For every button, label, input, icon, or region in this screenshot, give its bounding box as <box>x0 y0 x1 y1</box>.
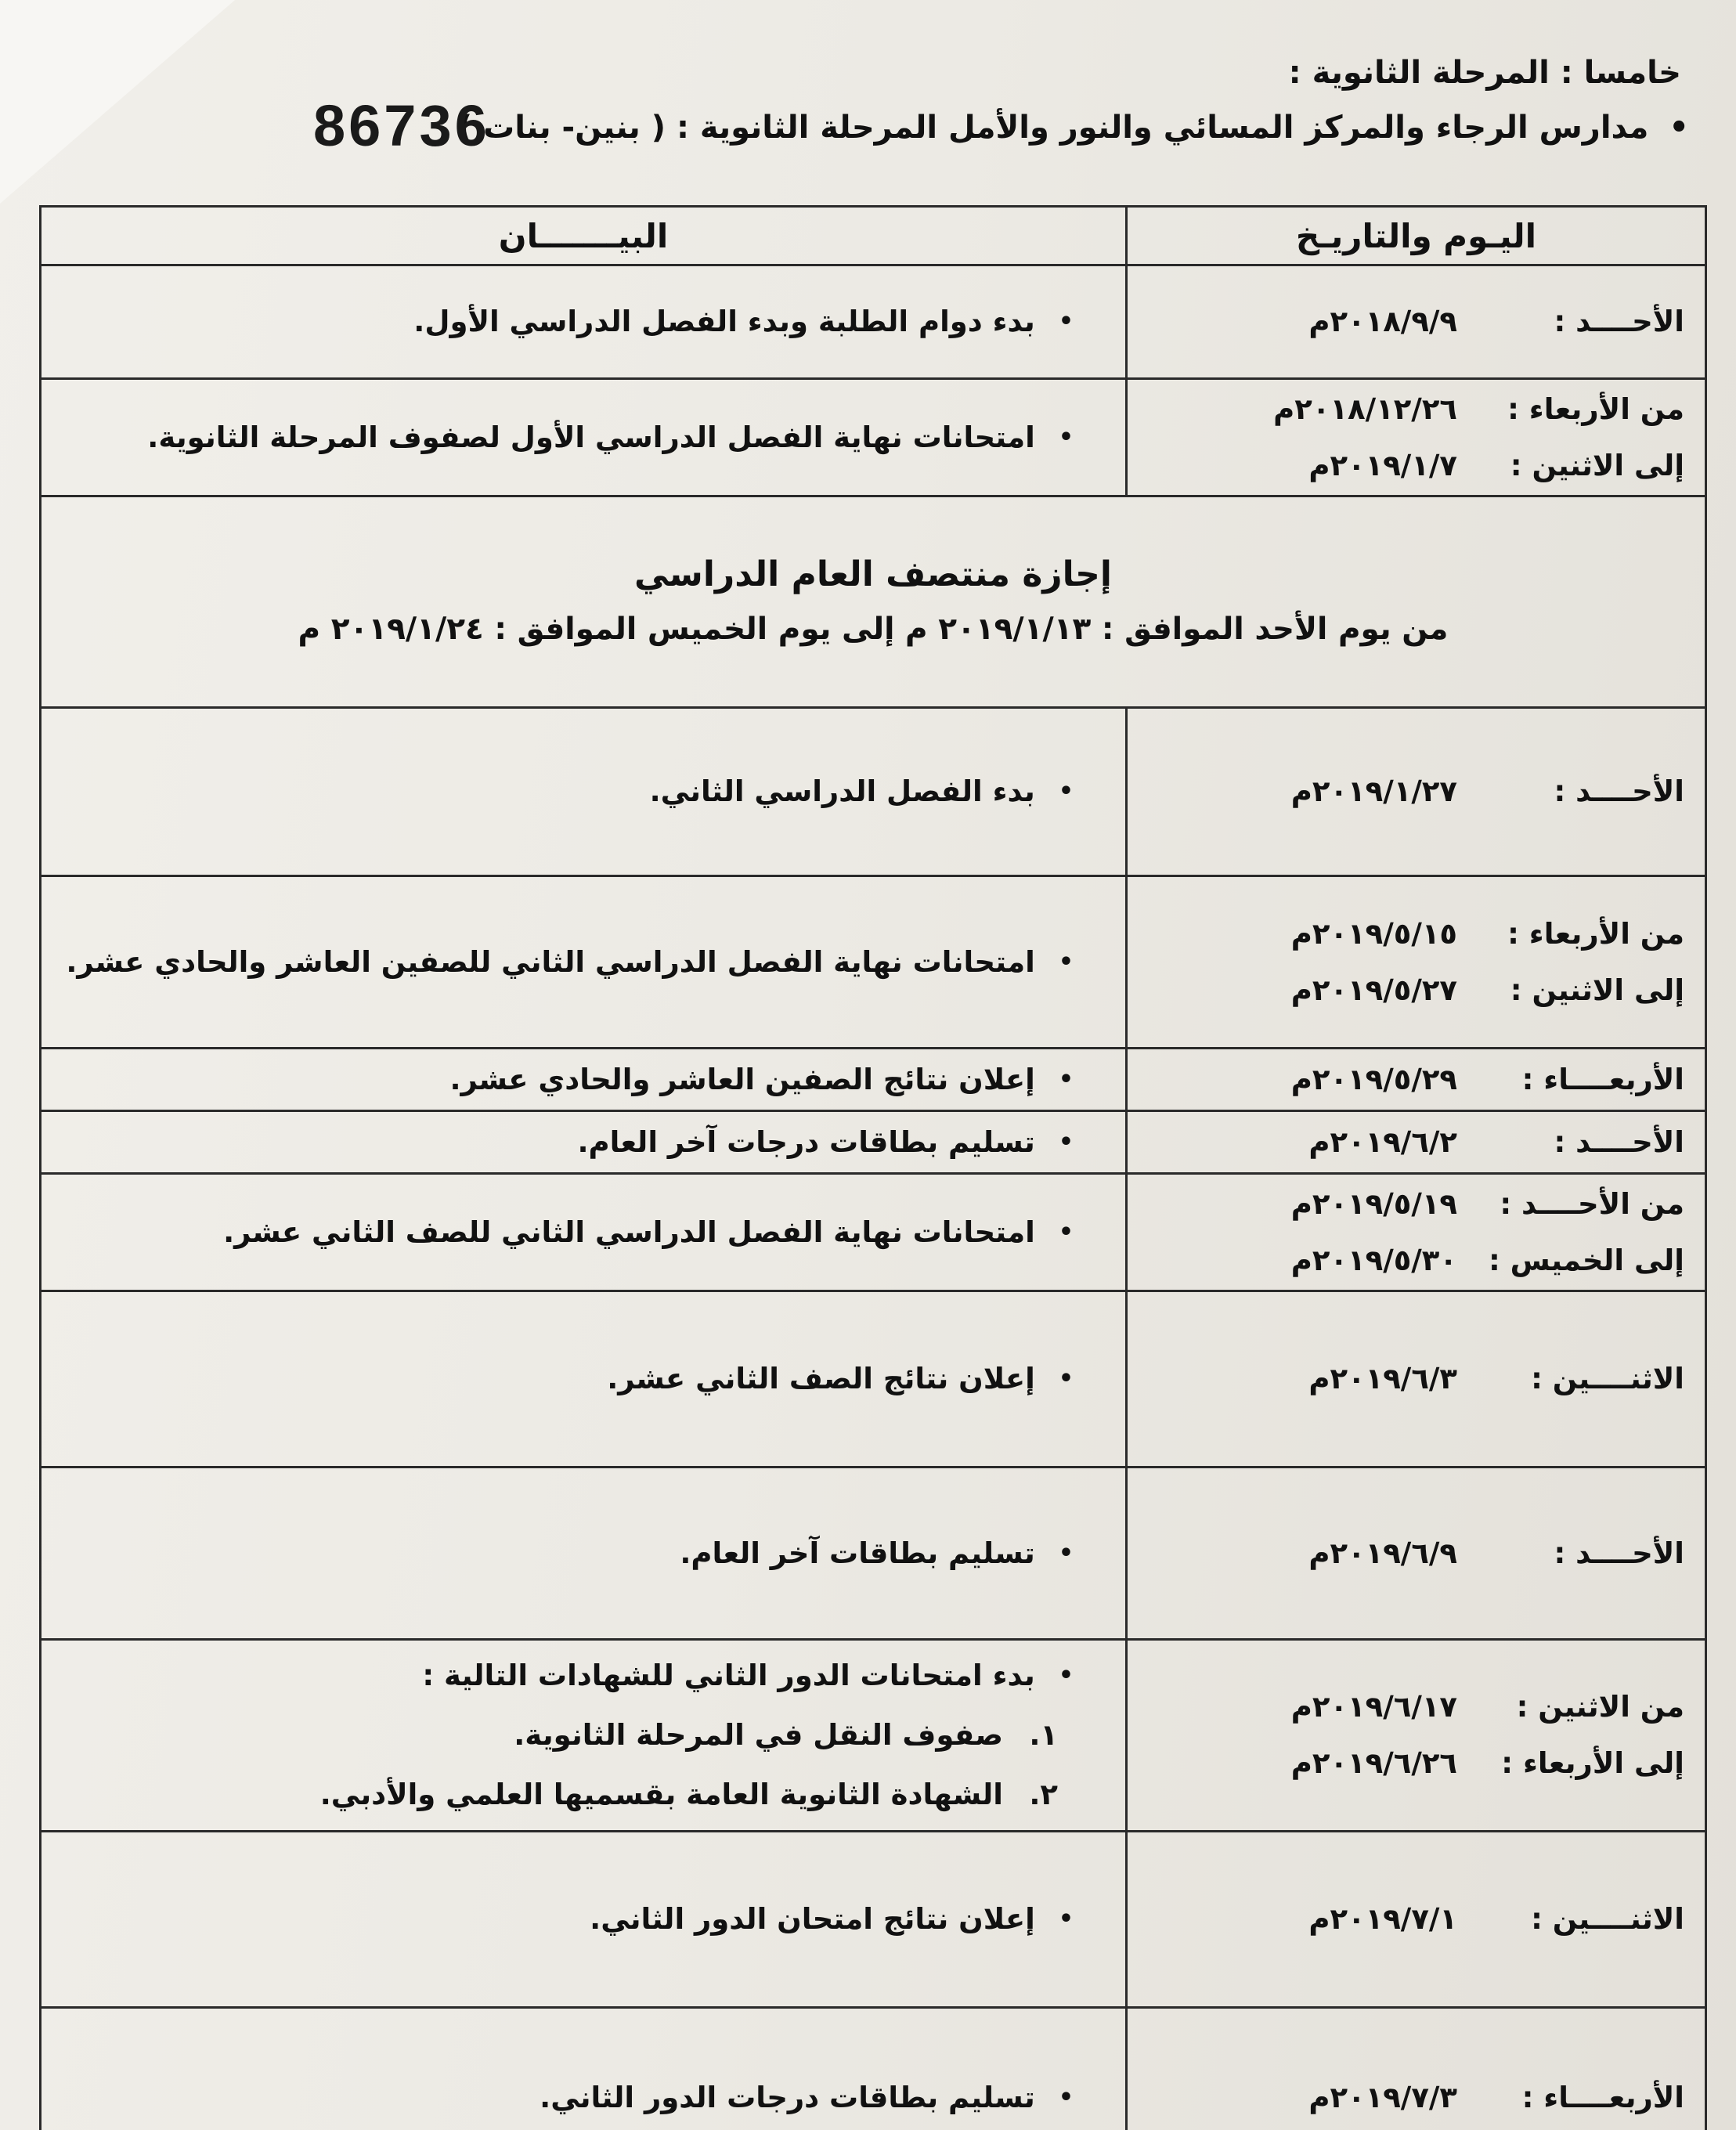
table-row <box>41 1111 1706 1174</box>
bullet-dot: • <box>1058 308 1074 335</box>
day-label: الأحــــد : <box>1554 1125 1684 1159</box>
holiday-title: إجازة منتصف العام الدراسي <box>634 554 1112 594</box>
table-header-row <box>41 207 1706 265</box>
table-row <box>41 379 1706 496</box>
date-value: ٢٠١٩/٦/١٧م <box>1290 1690 1457 1724</box>
bullet-dot: • <box>1058 1905 1074 1933</box>
list-item <box>62 1765 1058 1825</box>
certificate-list <box>62 1706 1105 1825</box>
description-text: إعلان نتائج الصف الثاني عشر. <box>607 1362 1035 1395</box>
list-number: ٢. <box>1029 1778 1058 1811</box>
day-label: من الأربعاء : <box>1507 916 1684 951</box>
date-cell <box>1127 1111 1706 1174</box>
list-item <box>62 1706 1058 1765</box>
description-cell <box>41 265 1127 379</box>
description-cell <box>41 1049 1127 1111</box>
date-value: ٢٠١٩/٦/٩م <box>1308 1536 1457 1570</box>
date-value: ٢٠١٩/١/٢٧م <box>1290 774 1457 808</box>
table-row <box>41 708 1706 876</box>
date-cell <box>1127 876 1706 1049</box>
list-number: ١. <box>1029 1718 1058 1752</box>
bullet-dot: • <box>1058 2083 1074 2111</box>
table-row <box>41 1640 1706 1832</box>
description-text: بدء امتحانات الدور الثاني للشهادات التالية : <box>422 1659 1035 1692</box>
day-label: إلى الاثنين : <box>1510 973 1684 1007</box>
bullet-dot: • <box>1058 423 1074 451</box>
date-cell <box>1127 1468 1706 1640</box>
date-value: ٢٠١٩/٥/٣٠م <box>1290 1243 1457 1277</box>
description-text: امتحانات نهاية الفصل الدراسي الثاني للصفين العاشر والحادي عشر. <box>66 944 1035 979</box>
bullet-dot: • <box>1058 1128 1074 1156</box>
day-label: إلى الخميس : <box>1488 1243 1684 1277</box>
date-value: ٢٠١٩/٥/١٥م <box>1290 916 1457 951</box>
list-text: صفوف النقل في المرحلة الثانوية. <box>514 1718 1003 1752</box>
date-value: ٢٠١٩/١/٧م <box>1308 448 1457 482</box>
date-value: ٢٠١٩/٦/٢م <box>1308 1125 1457 1159</box>
description-text: بدء الفصل الدراسي الثاني. <box>649 774 1035 808</box>
bullet-dot: • <box>1058 1218 1074 1246</box>
day-label: الأربعــــاء : <box>1521 2080 1684 2114</box>
bullet-dot: • <box>1058 1662 1074 1689</box>
date-value: ٢٠١٩/٦/٢٦م <box>1290 1746 1457 1780</box>
day-label: إلى الأربعاء : <box>1501 1746 1684 1780</box>
description-cell <box>41 1111 1127 1174</box>
description-text: إعلان نتائج امتحان الدور الثاني. <box>590 1902 1035 1936</box>
date-cell <box>1127 1832 1706 2008</box>
description-cell <box>41 876 1127 1049</box>
document-number: 86736 <box>313 93 490 158</box>
table-row <box>41 265 1706 379</box>
header-date: اليـوم والتاريـخ <box>1127 207 1706 265</box>
bullet-dot: • <box>1669 110 1689 146</box>
day-label: الأحــــد : <box>1554 1536 1684 1570</box>
description-text: إعلان نتائج الصفين العاشر والحادي عشر. <box>449 1062 1035 1096</box>
section-heading: خامسا : المرحلة الثانوية : <box>1288 55 1681 91</box>
description-cell <box>41 1468 1127 1640</box>
day-label: الأحــــد : <box>1554 305 1684 338</box>
description-cell <box>41 708 1127 876</box>
table-row <box>41 876 1706 1049</box>
date-value: ٢٠١٩/٦/٣م <box>1308 1362 1457 1395</box>
date-cell <box>1127 379 1706 496</box>
bullet-dot: • <box>1058 1365 1074 1392</box>
day-label: الاثنــــين : <box>1531 1362 1684 1395</box>
table-row <box>41 2008 1706 2130</box>
description-text: امتحانات نهاية الفصل الدراسي الأول لصفوف المرحلة الثانوية. <box>147 420 1035 454</box>
date-value: ٢٠١٨/٩/٩م <box>1308 305 1457 338</box>
table-row <box>41 1832 1706 2008</box>
description-cell <box>41 1291 1127 1468</box>
page-corner-fold <box>0 0 235 204</box>
description-cell <box>41 1174 1127 1291</box>
date-cell <box>1127 1291 1706 1468</box>
holiday-cell <box>41 496 1706 708</box>
description-text: بدء دوام الطلبة وبدء الفصل الدراسي الأول. <box>413 305 1035 338</box>
day-label: من الأحــــد : <box>1500 1186 1684 1221</box>
description-cell <box>41 2008 1127 2130</box>
schedule-table <box>39 205 1707 2130</box>
description-text: امتحانات نهاية الفصل الدراسي الثاني للصف الثاني عشر. <box>223 1215 1035 1249</box>
bullet-dot: • <box>1058 1065 1074 1093</box>
schools-line <box>458 110 1689 146</box>
date-value: ٢٠١٩/٥/٢٧م <box>1290 973 1457 1007</box>
list-text: الشهادة الثانوية العامة بقسميها العلمي والأدبي. <box>319 1778 1003 1811</box>
date-cell <box>1127 1640 1706 1832</box>
date-value: ٢٠١٩/٧/٣م <box>1308 2080 1457 2114</box>
holiday-range: من يوم الأحد الموافق : ٢٠١٩/١/١٣ م إلى يوم الخميس الموافق : ٢٠١٩/١/٢٤ م <box>298 611 1449 647</box>
date-cell <box>1127 2008 1706 2130</box>
table-row <box>41 1468 1706 1640</box>
description-cell <box>41 379 1127 496</box>
bullet-dot: • <box>1058 948 1074 976</box>
date-cell <box>1127 265 1706 379</box>
date-cell <box>1127 708 1706 876</box>
description-text: تسليم بطاقات آخر العام. <box>680 1536 1035 1570</box>
day-label: إلى الاثنين : <box>1510 448 1684 482</box>
table-row <box>41 1291 1706 1468</box>
description-cell <box>41 1640 1127 1832</box>
bullet-dot: • <box>1058 778 1074 805</box>
day-label: الأحــــد : <box>1554 774 1684 808</box>
date-cell <box>1127 1174 1706 1291</box>
date-value: ٢٠١٩/٧/١م <box>1308 1902 1457 1936</box>
header-description: البيـــــــان <box>41 207 1127 265</box>
day-label: من الأربعاء : <box>1507 392 1684 426</box>
date-cell <box>1127 1049 1706 1111</box>
holiday-row <box>41 496 1706 708</box>
description-cell <box>41 1832 1127 2008</box>
day-label: الاثنــــين : <box>1531 1902 1684 1936</box>
date-value: ٢٠١٩/٥/٢٩م <box>1290 1062 1457 1096</box>
date-value: ٢٠١٩/٥/١٩م <box>1290 1186 1457 1221</box>
bullet-dot: • <box>1058 1539 1074 1567</box>
schools-line-text: مدارس الرجاء والمركز المسائي والنور والأمل المرحلة الثانوية : ( بنين- بنات ) <box>457 110 1649 146</box>
description-text: تسليم بطاقات درجات آخر العام. <box>577 1125 1035 1159</box>
day-label: من الاثنين : <box>1516 1690 1684 1724</box>
date-value: ٢٠١٨/١٢/٢٦م <box>1273 392 1457 426</box>
table-row <box>41 1174 1706 1291</box>
day-label: الأربعــــاء : <box>1521 1062 1684 1096</box>
description-text: تسليم بطاقات درجات الدور الثاني. <box>540 2080 1035 2114</box>
table-row <box>41 1049 1706 1111</box>
